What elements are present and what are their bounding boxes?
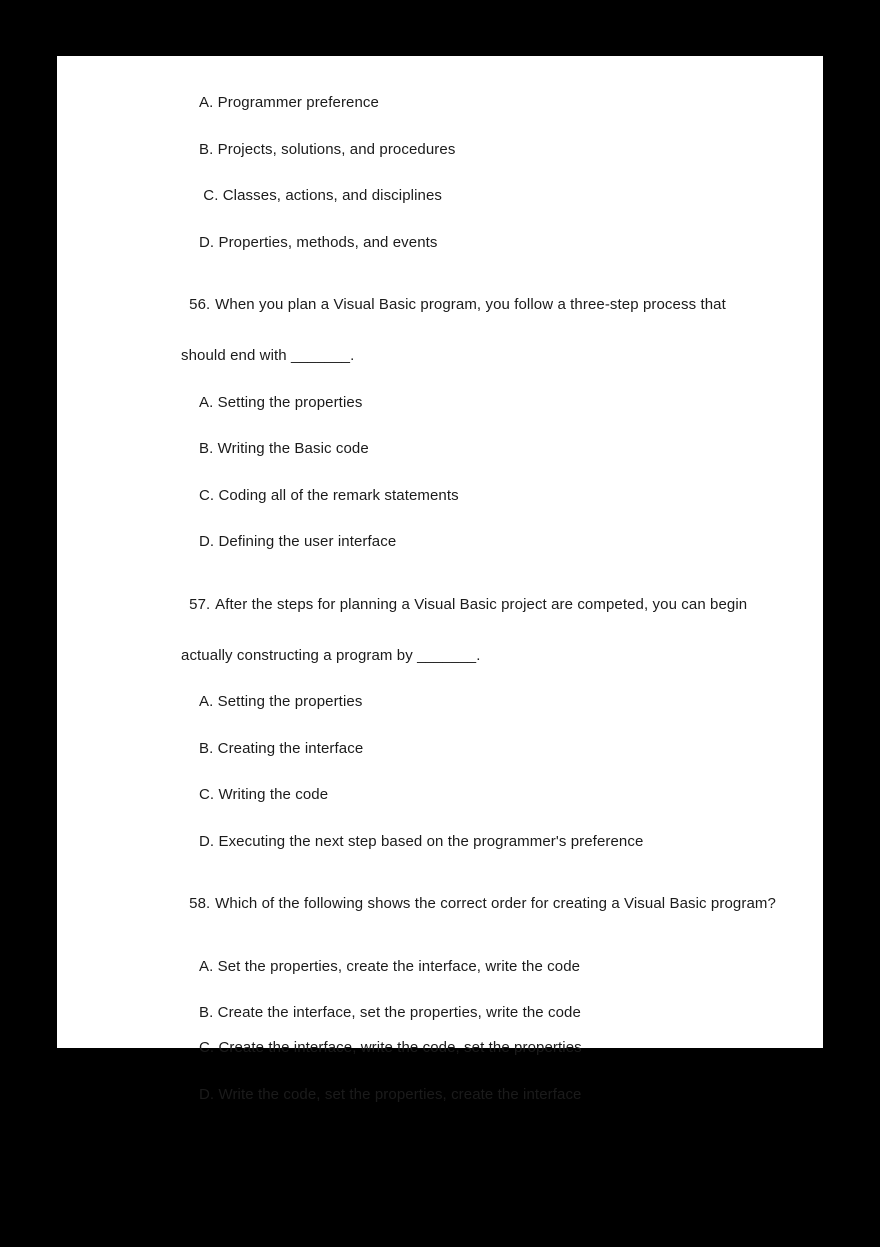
question-58-line-1 [57, 880, 823, 928]
question-57-option-c: C. Writing the code [199, 786, 329, 803]
question-57-number: 57. [189, 595, 211, 613]
question-57-text: After the steps for planning a Visual Basic project are competed, you can begin [215, 595, 748, 613]
question-56-option-b: B. Writing the Basic code [199, 440, 369, 457]
question-57-line-1 [57, 581, 823, 629]
question-58-text: Which of the following shows the correct order for creating a Visual Basic program? [215, 895, 776, 912]
question-57-line-2: actually constructing a program by _______. [181, 646, 481, 664]
question-56-number: 56. [189, 296, 211, 313]
question-57 [57, 581, 823, 850]
prev-question-option-d: D. Properties, methods, and events [199, 233, 438, 251]
question-56-option-c: C. Coding all of the remark statements [199, 486, 459, 504]
question-56-line-2: should end with _______. [181, 347, 355, 364]
question-57-option-a: A. Setting the properties [199, 693, 363, 710]
prev-question-option-a: A. Programmer preference [199, 94, 379, 111]
question-58-option-b: B. Create the interface, set the properties, write the code [199, 1004, 581, 1021]
question-56-line-1 [57, 281, 823, 329]
question-56-option-a: A. Setting the properties [199, 393, 363, 411]
document-page [57, 56, 823, 1103]
question-56 [57, 281, 823, 550]
question-56-option-d: D. Defining the user interface [199, 533, 397, 550]
question-58-option-a: A. Set the properties, create the interface, write the code [199, 957, 581, 975]
question-56-text: When you plan a Visual Basic program, you follow a three-step process that [215, 296, 726, 313]
question-57-option-b: B. Creating the interface [199, 739, 364, 757]
question-57-option-d: D. Executing the next step based on the programmer's preference [199, 832, 644, 850]
prev-question-option-c: C. Classes, actions, and disciplines [199, 187, 442, 204]
question-58 [57, 880, 823, 1103]
question-58-number: 58. [189, 895, 211, 912]
question-58-option-c: C. Create the interface, write the code, set the properties [199, 1039, 582, 1056]
question-58-option-d: D. Write the code, set the properties, create the interface [199, 1085, 582, 1103]
prev-question-option-b: B. Projects, solutions, and procedures [199, 140, 456, 158]
